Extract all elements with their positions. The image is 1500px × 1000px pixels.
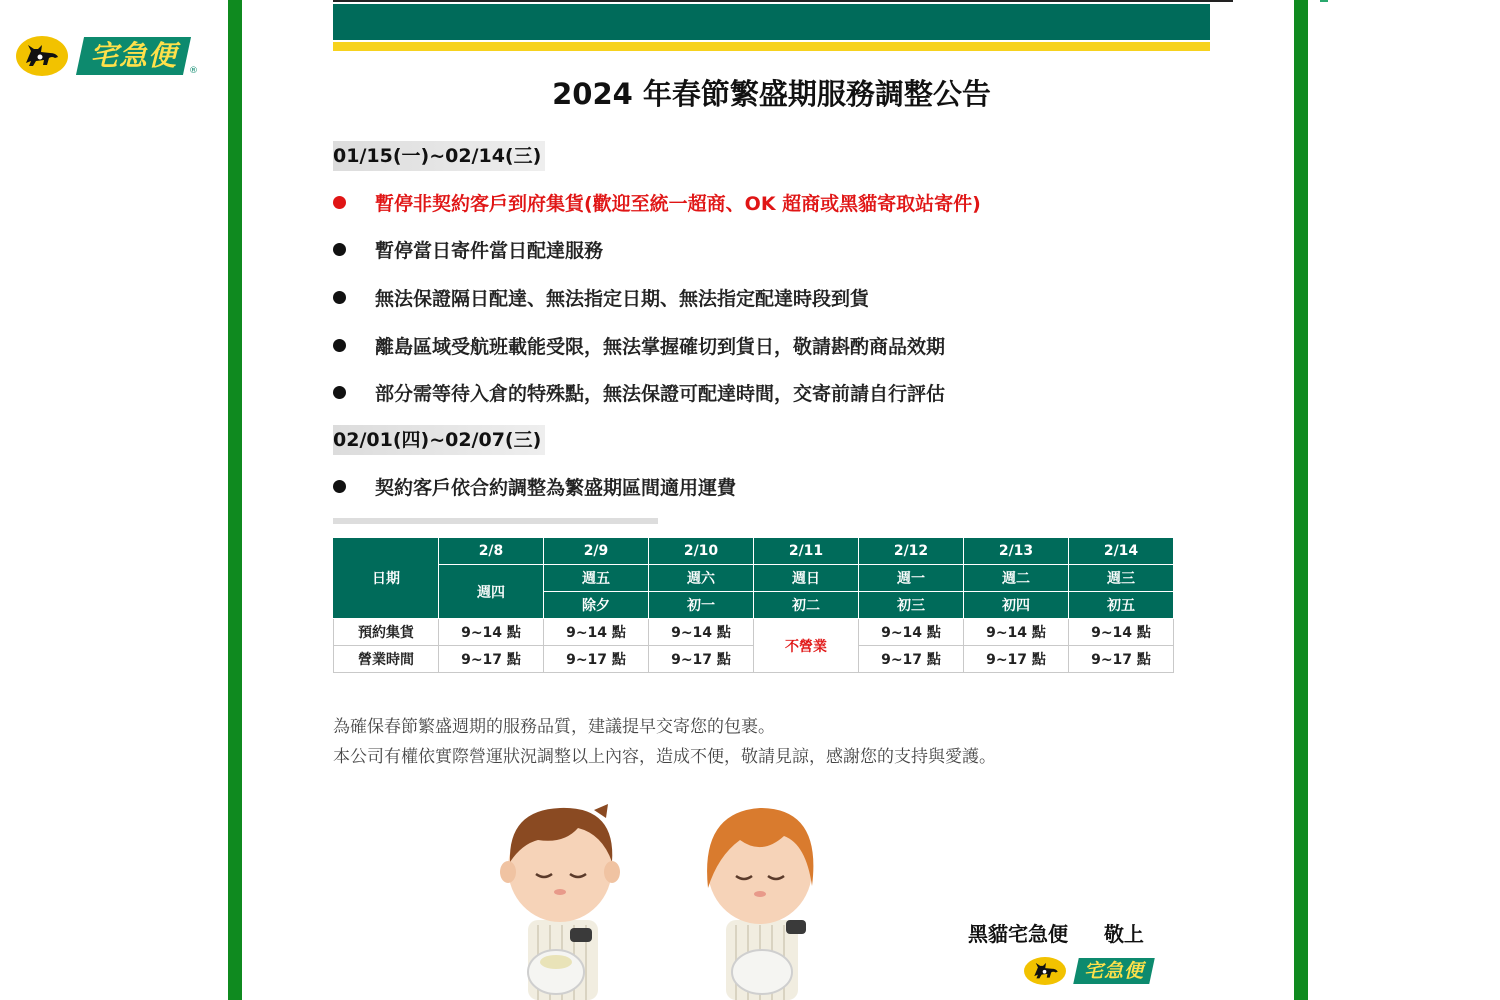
period-label-1: 01/15(一)~02/14(三) [333,141,545,171]
bowing-staff-girl-figure [700,800,830,1000]
black-cat-logo-icon [16,36,68,76]
frame-left-border [228,0,242,1000]
bullet-icon [333,196,346,209]
list-item-text: 暫停當日寄件當日配達服務 [375,240,604,262]
footer-brand-logo [1024,957,1152,985]
weekday-cell: 週三 [1069,565,1174,592]
frame-tick [1320,0,1328,2]
bullet-icon [333,386,346,399]
lunar-cell: 初四 [964,592,1069,619]
signature-company: 黑貓宅急便 [968,922,1068,946]
logo-wordmark: 宅急便 [1073,958,1155,984]
footer-note-1: 為確保春節繁盛週期的服務品質，建議提早交寄您的包裹。 [333,717,775,737]
bullet-icon [333,243,346,256]
header-band-yellow [333,42,1210,51]
weekday-cell: 週日 [754,565,859,592]
bullet-icon [333,480,346,493]
table-row [334,538,1174,565]
signature-closing: 敬上 [1103,922,1144,946]
table-cell: 9~17 點 [1069,646,1174,673]
table-row [334,565,1174,592]
list-item-text: 契約客戶依合約調整為繁盛期區間適用運費 [375,477,737,499]
list-item [333,284,869,311]
notice-title: 2024 年春節繁盛期服務調整公告 [552,77,991,111]
table-cell: 9~17 點 [964,646,1069,673]
list-item [333,236,603,263]
header-band-teal [333,4,1210,40]
table-cell: 9~14 點 [649,619,754,646]
table-cell: 9~17 點 [649,646,754,673]
table-cell: 9~17 點 [859,646,964,673]
list-item-text: 暫停非契約客戶到府集貨(歡迎至統一超商、OK 超商或黑貓寄取站寄件) [375,193,981,215]
table-cell: 9~17 點 [544,646,649,673]
holiday-schedule-table [333,537,1174,673]
period-label-2: 02/01(四)~02/07(三) [333,425,545,455]
list-item [333,189,981,216]
weekday-cell: 週二 [964,565,1069,592]
lunar-cell: 除夕 [544,592,649,619]
weekday-cell: 週四 [439,565,544,619]
table-cell: 9~14 點 [964,619,1069,646]
lunar-cell: 初三 [859,592,964,619]
weekday-cell: 週五 [544,565,649,592]
list-item-text: 離島區域受航班載能受限，無法掌握確切到貨日，敬請斟酌商品效期 [375,336,946,358]
bullet-icon [333,291,346,304]
row-label-cell: 營業時間 [334,646,439,673]
list-item [333,379,945,406]
closed-cell: 不營業 [754,619,859,673]
table-cell: 9~14 點 [859,619,964,646]
logo-wordmark: 宅急便 [76,37,191,75]
section-divider [333,518,658,524]
date-cell: 2/14 [1069,538,1174,565]
table-cell: 9~14 點 [1069,619,1174,646]
table-cell: 9~14 點 [544,619,649,646]
black-cat-logo-icon [1024,957,1066,985]
date-cell: 2/8 [439,538,544,565]
brand-logo[interactable] [16,36,198,76]
row-label-cell: 預約集貨 [334,619,439,646]
date-cell: 2/10 [649,538,754,565]
date-cell: 2/9 [544,538,649,565]
date-cell: 2/13 [964,538,1069,565]
footer-note-2: 本公司有權依實際營運狀況調整以上內容，造成不便，敬請見諒，感謝您的支持與愛護。 [333,747,996,767]
top-rule [333,0,1233,2]
lunar-cell: 初一 [649,592,754,619]
table-cell: 9~17 點 [439,646,544,673]
bowing-staff-boy-figure [498,800,628,1000]
date-cell: 2/12 [859,538,964,565]
lunar-cell: 初二 [754,592,859,619]
frame-right-border [1294,0,1308,1000]
weekday-cell: 週一 [859,565,964,592]
list-item [333,473,736,500]
list-item [333,332,945,359]
lunar-cell: 初五 [1069,592,1174,619]
list-item-text: 部分需等待入倉的特殊點，無法保證可配達時間，交寄前請自行評估 [375,383,946,405]
date-header-cell: 日期 [334,538,439,619]
weekday-cell: 週六 [649,565,754,592]
list-item-text: 無法保證隔日配達、無法指定日期、無法指定配達時段到貨 [375,288,870,310]
registered-mark: ® [189,66,199,76]
bullet-icon [333,339,346,352]
table-cell: 9~14 點 [439,619,544,646]
signature [968,918,1144,947]
table-row [334,619,1174,646]
date-cell: 2/11 [754,538,859,565]
